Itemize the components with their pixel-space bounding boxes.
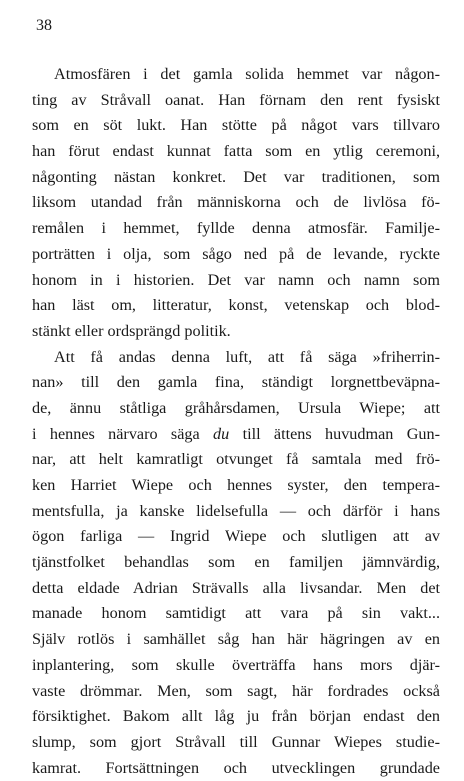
text-line: mentsfulla, ja kanske lidelsefulla — och därför i hans [32, 501, 440, 520]
text-line: honom in i historien. Det var namn och namn som [32, 270, 440, 289]
text-line: tjänstfolket behandlas som en familjen jämnvärdig, [32, 553, 440, 572]
text-line: porträtten i olja, som sågo ned på de levande, ryckte [32, 244, 440, 263]
page-number: 38 [36, 17, 52, 34]
text-line: slump, som gjort Stråvall till Gunnar Wiepes studie- [32, 732, 440, 751]
text-line: remålen i hemmet, fyllde denna atmosfär. Familje- [32, 219, 440, 238]
text-line: som en söt lukt. Han stötte på något vars tillvaro [32, 116, 440, 135]
text-line: Atmosfären i det gamla solida hemmet var någon- [54, 65, 440, 83]
text-line: i hennes närvaro säga du till ättens huvudman Gun- [32, 424, 440, 443]
text-line: han läst om, litteratur, konst, vetenskap och blod- [32, 296, 440, 315]
text-line: någonting nästan konkret. Det var traditionen, som [32, 167, 440, 186]
text-line: nan» till den gamla fina, ständigt lorgnettbeväpna- [32, 373, 440, 392]
text-line: försiktighet. Bakom allt låg ju från början endast den [32, 707, 440, 726]
text-line: inplantering, som skulle överträffa hans mors djär- [32, 655, 440, 674]
text-line: manade honom samtidigt att vara på sin vakt... [32, 604, 440, 623]
text-line: ken Harriet Wiepe och hennes syster, den tempera- [32, 476, 440, 494]
text-line: ögon farliga — Ingrid Wiepe och slutligen att av [32, 527, 440, 546]
text-line: Att få andas denna luft, att få säga »friherrin- [54, 347, 440, 366]
body-text [32, 62, 440, 781]
text-line: han förut endast kunnat fatta som en ytlig ceremoni, [32, 142, 440, 161]
text-line: vaste drömmar. Men, som sagt, här fordrades också [32, 681, 440, 700]
text-line: detta eldade Adrian Strävalls alla livsandar. Men det [32, 578, 440, 597]
text-line: kamrat. Fortsättningen och utvecklingen grundade [32, 758, 440, 777]
text-line: nar, att helt kamratligt otvunget få samtala med frö- [32, 450, 440, 469]
emphasized-word: du [213, 424, 230, 443]
text-line: liksom utandad från människorna och de livlösa fö- [32, 193, 440, 212]
text-line: stänkt eller ordsprängd politik. [32, 321, 231, 340]
text-line: de, ännu ståtliga gråhårsdamen, Ursula Wiepe; att [32, 398, 440, 417]
text-line: ting av Stråvall oanat. Han förnam den rent fysiskt [32, 90, 440, 109]
text-line: Själv rotlös i samhället såg han här hägringen av en [32, 630, 440, 649]
